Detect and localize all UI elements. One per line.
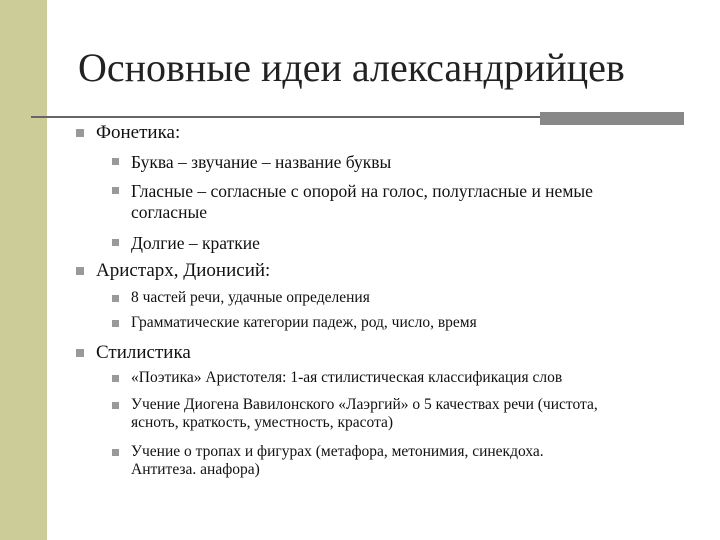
slide-title: Основные идеи александрийцев [78, 45, 625, 90]
square-bullet-icon [112, 187, 119, 194]
slide-content: Фонетика: Буква – звучание – название буквы Гласные – согласные с опорой на голос, полугласные и немые согласные Долгие – краткие Аристарх, Дионисий: 8 частей речи, удачные определения Грамматические категории падеж, род, число, время Стилистика «Поэтика» Аристотеля: 1-ая стилистическая классификация слов Учение Диогена Вавилонского «Лаэргий» о 5 качествах речи (чистота, ясноть, краткость, уместность, красота) Учение о тропах и фигурах (метафора, метонимия, синекдоха. Антитеза. анафора) [0, 0, 720, 540]
square-bullet-icon [112, 295, 119, 302]
square-bullet-icon [76, 129, 84, 137]
square-bullet-icon [112, 320, 119, 327]
square-bullet-icon [112, 402, 119, 409]
square-bullet-icon [76, 267, 84, 275]
square-bullet-icon [76, 349, 84, 357]
square-bullet-icon [112, 375, 119, 382]
square-bullet-icon [112, 449, 119, 456]
square-bullet-icon [112, 158, 119, 165]
square-bullet-icon [112, 239, 119, 246]
